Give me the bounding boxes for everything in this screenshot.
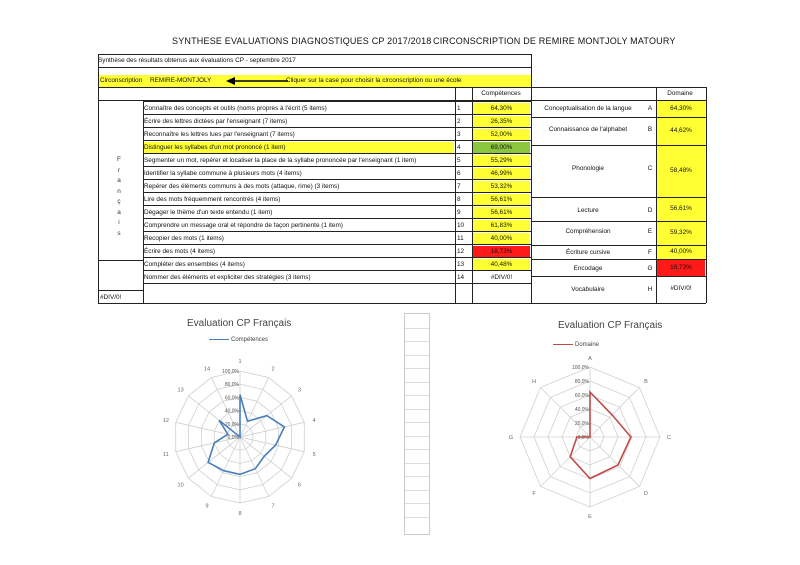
competence-number: 14 [457,274,465,281]
radar-tick-label: 60,0% [574,393,589,399]
domain-value: 58,48% [657,145,705,197]
competence-label: Connaître des concepts et outils (noms propres à l'écrit (5 items) [144,105,327,112]
domain-value: 40,00% [657,245,705,259]
domain-label: Phonologie [572,165,604,172]
domain-label: Compréhension [565,228,611,235]
radar-tick-label: 0,0% [227,435,239,441]
grid-line [405,395,429,396]
circonscription-title: CIRCONSCRIPTION DE REMIRE MONTJOLY MATOURY [433,36,676,46]
competence-number: 5 [457,157,461,164]
radar-tick-label: 0,0% [577,435,589,441]
legend-swatch-competences [209,339,229,340]
div-error-cell: #DIV/0! [100,294,122,301]
domain-letter: E [647,228,653,235]
legend-swatch-domaine [553,344,573,345]
radar-category-label: C [667,435,671,441]
domain-letter: A [647,105,653,112]
radar-category-label: 5 [312,451,316,458]
competence-number: 6 [457,170,461,177]
competences-header: Compétences [481,90,521,97]
domain-value: 64,30% [657,101,705,117]
domain-letter: F [648,249,652,256]
domain-letter: H [647,286,653,293]
empty-grid [404,313,430,535]
competence-number: 11 [457,235,464,242]
competence-label: Recopier des mots (1 items) [144,235,224,242]
competence-number: 10 [457,222,465,229]
grid-line [405,341,429,342]
grid-line [455,87,456,303]
domain-label: Vocabulaire [571,286,605,293]
competence-value: 56,61% [473,207,530,219]
competence-value: 40,48% [473,259,530,271]
radar-category-label: 7 [271,503,275,510]
grid-line [706,87,707,303]
radar-category-label: 3 [297,387,301,394]
competence-label: Nommer des éléments et expliciter des stratégies (3 items) [144,274,311,281]
radar-category-label: 6 [297,482,301,489]
grid-line [532,221,706,222]
radar-tick-label: 40,0% [224,408,239,415]
radar-category-label: 10 [177,482,184,489]
radar-category-label: 8 [238,511,242,517]
radar-category-label: 2 [271,366,275,373]
grid-line [405,328,429,329]
competence-value: 69,00% [473,142,530,154]
grid-line [405,409,429,410]
chart-2-title: Evaluation CP Français [558,320,663,331]
legend-label-domaine: Domaine [575,342,600,348]
competence-label: Écrire des lettres dictées par l'enseignant (7 items) [144,118,288,125]
competence-value: 64,30% [473,103,530,115]
grid-line [98,54,532,55]
grid-line [405,368,429,369]
vertical-letter: r [117,166,121,174]
main-title: SYNTHESE EVALUATIONS DIAGNOSTIQUES CP 2017/2018 [172,36,432,46]
radar-category-label: 12 [162,418,169,425]
grid-line [405,476,429,477]
radar-tick-label: 20,0% [224,421,239,428]
grid-line [98,290,143,291]
domain-value: 59,32% [657,221,705,245]
domain-value: #DIV/0! [670,285,692,292]
competence-value: 18,73% [473,246,530,258]
competence-number: 13 [457,261,465,268]
competence-number: 2 [457,118,461,125]
competence-value: #DIV/0! [490,274,513,281]
domain-label: Lecture [577,207,599,214]
domain-letter: G [647,265,653,272]
radar-tick-label: 100,0% [222,369,239,375]
grid-line [656,87,657,303]
grid-line [98,54,99,303]
legend-label-competences: Compétences [231,337,269,343]
vertical-letter: F [117,156,121,163]
radar-category-label: 4 [312,418,316,425]
domain-value: 56,61% [657,197,705,221]
radar-category-label: G [508,435,514,441]
grid-line [472,87,473,303]
competence-number: 4 [457,144,461,151]
competence-value: 46,99% [473,168,530,180]
domain-letter: C [647,165,653,172]
radar-category-label: E [588,514,592,520]
grid-line [532,245,706,246]
grid-line [405,449,429,450]
competence-value: 56,61% [473,194,530,206]
grid-line [532,276,706,277]
radar-tick-label: 80,0% [574,379,589,385]
domain-value: 44,62% [657,117,705,145]
grid-line [405,503,429,504]
grid-line [405,436,429,437]
competence-label: Reconnaître les lettres lues par l'enseignant (7 items) [144,131,295,138]
domaine-header: Domaine [667,90,693,97]
grid-line [405,382,429,383]
competence-number: 8 [457,196,461,203]
competence-label: Repérer des éléments communs à des mots (attaque, rime) (3 items) [144,183,340,190]
radar-chart-domaine [505,350,675,520]
competence-number: 7 [457,183,461,190]
vertical-letter: a [117,177,121,184]
radar-category-label: 14 [203,366,211,373]
vertical-letter: s [117,229,121,237]
vertical-letter: n [117,187,121,195]
grid-line [532,145,706,146]
domain-letter: D [647,207,653,214]
competence-number: 1 [457,105,461,112]
vertical-letter: ç [117,198,121,205]
radar-category-label: F [532,490,536,497]
grid-line [405,422,429,423]
grid-line [532,197,706,198]
competence-number: 9 [457,209,461,216]
grid-line [532,117,706,118]
domain-label: Conceptualisation de la langue [544,105,632,112]
arrow-icon [226,76,288,86]
radar-category-label: 11 [163,451,169,458]
chart-1-legend [209,337,268,343]
chart-1-title: Evaluation CP Français [187,318,292,329]
competence-value: 53,32% [473,181,530,193]
competence-label: Lire des mots fréquemment rencontrés (4 items) [144,196,281,203]
competence-value: 55,29% [473,155,530,167]
grid-line [531,54,532,303]
vertical-letter: a [117,208,121,216]
domain-label: Écriture cursive [565,249,611,256]
competence-label: Écrire des mots (4 items) [144,248,216,255]
grid-line [98,260,143,261]
competence-value: 61,83% [473,220,530,232]
radar-category-label: A [588,356,592,362]
domain-value: 18,73% [657,259,705,276]
competence-number: 3 [457,131,461,138]
vertical-letter: i [118,219,120,226]
competence-number: 12 [457,248,465,255]
radar-tick-label: 80,0% [224,382,239,389]
competence-value: 52,00% [473,129,530,141]
competence-label: Segmenter un mot, repérer et localiser la place de la syllabe prononcée par l'enseignant (1 item) [144,157,417,164]
circonscription-label: Circonscription [100,77,143,84]
domain-letter: B [647,126,653,133]
grid-line [532,259,706,260]
grid-line [405,490,429,491]
radar-category-label: D [643,490,648,497]
grid-line [98,87,706,88]
grid-line [98,67,532,68]
competence-label: Comprendre un message oral et répondre de façon pertinente (1 item) [144,222,343,229]
radar-chart-competences [150,345,330,525]
radar-tick-label: 20,0% [574,421,589,427]
grid-line [405,517,429,518]
radar-tick-label: 100,0% [572,365,589,371]
radar-category-label: B [644,379,648,386]
chart-2-legend [553,342,599,348]
grid-line [143,100,144,303]
synthesis-heading: Synthèse des résultats obtenus aux évaluations CP - septembre 2017 [98,57,296,64]
radar-category-label: H [532,379,537,386]
grid-line [405,355,429,356]
circonscription-select[interactable]: REMIRE-MONTJOLY [150,77,212,84]
radar-tick-label: 40,0% [574,407,589,413]
radar-category-label: 13 [177,387,184,394]
radar-series-line [208,395,284,475]
competence-label: Dégager le thème d'un texte entendu (1 item) [144,209,273,216]
radar-category-label: 1 [238,359,242,365]
domain-label: Connaissance de l'alphabet [548,126,628,133]
grid-line [405,463,429,464]
competence-label: Identifier la syllabe commune à plusieurs mots (4 items) [144,170,302,177]
grid-line [98,303,706,304]
competence-value: 26,35% [473,116,530,128]
instruction-text: Cliquer sur la case pour choisir la circonscription ou une école [286,77,462,84]
competence-value: 40,00% [473,233,530,245]
radar-tick-label: 60,0% [224,395,239,402]
competence-label: Distinguer les syllabes d'un mot prononcé (1 item) [144,142,454,154]
domain-label: Encodage [573,265,603,272]
competence-label: Compléter des ensembles (4 items) [144,261,245,268]
radar-category-label: 9 [205,503,209,510]
